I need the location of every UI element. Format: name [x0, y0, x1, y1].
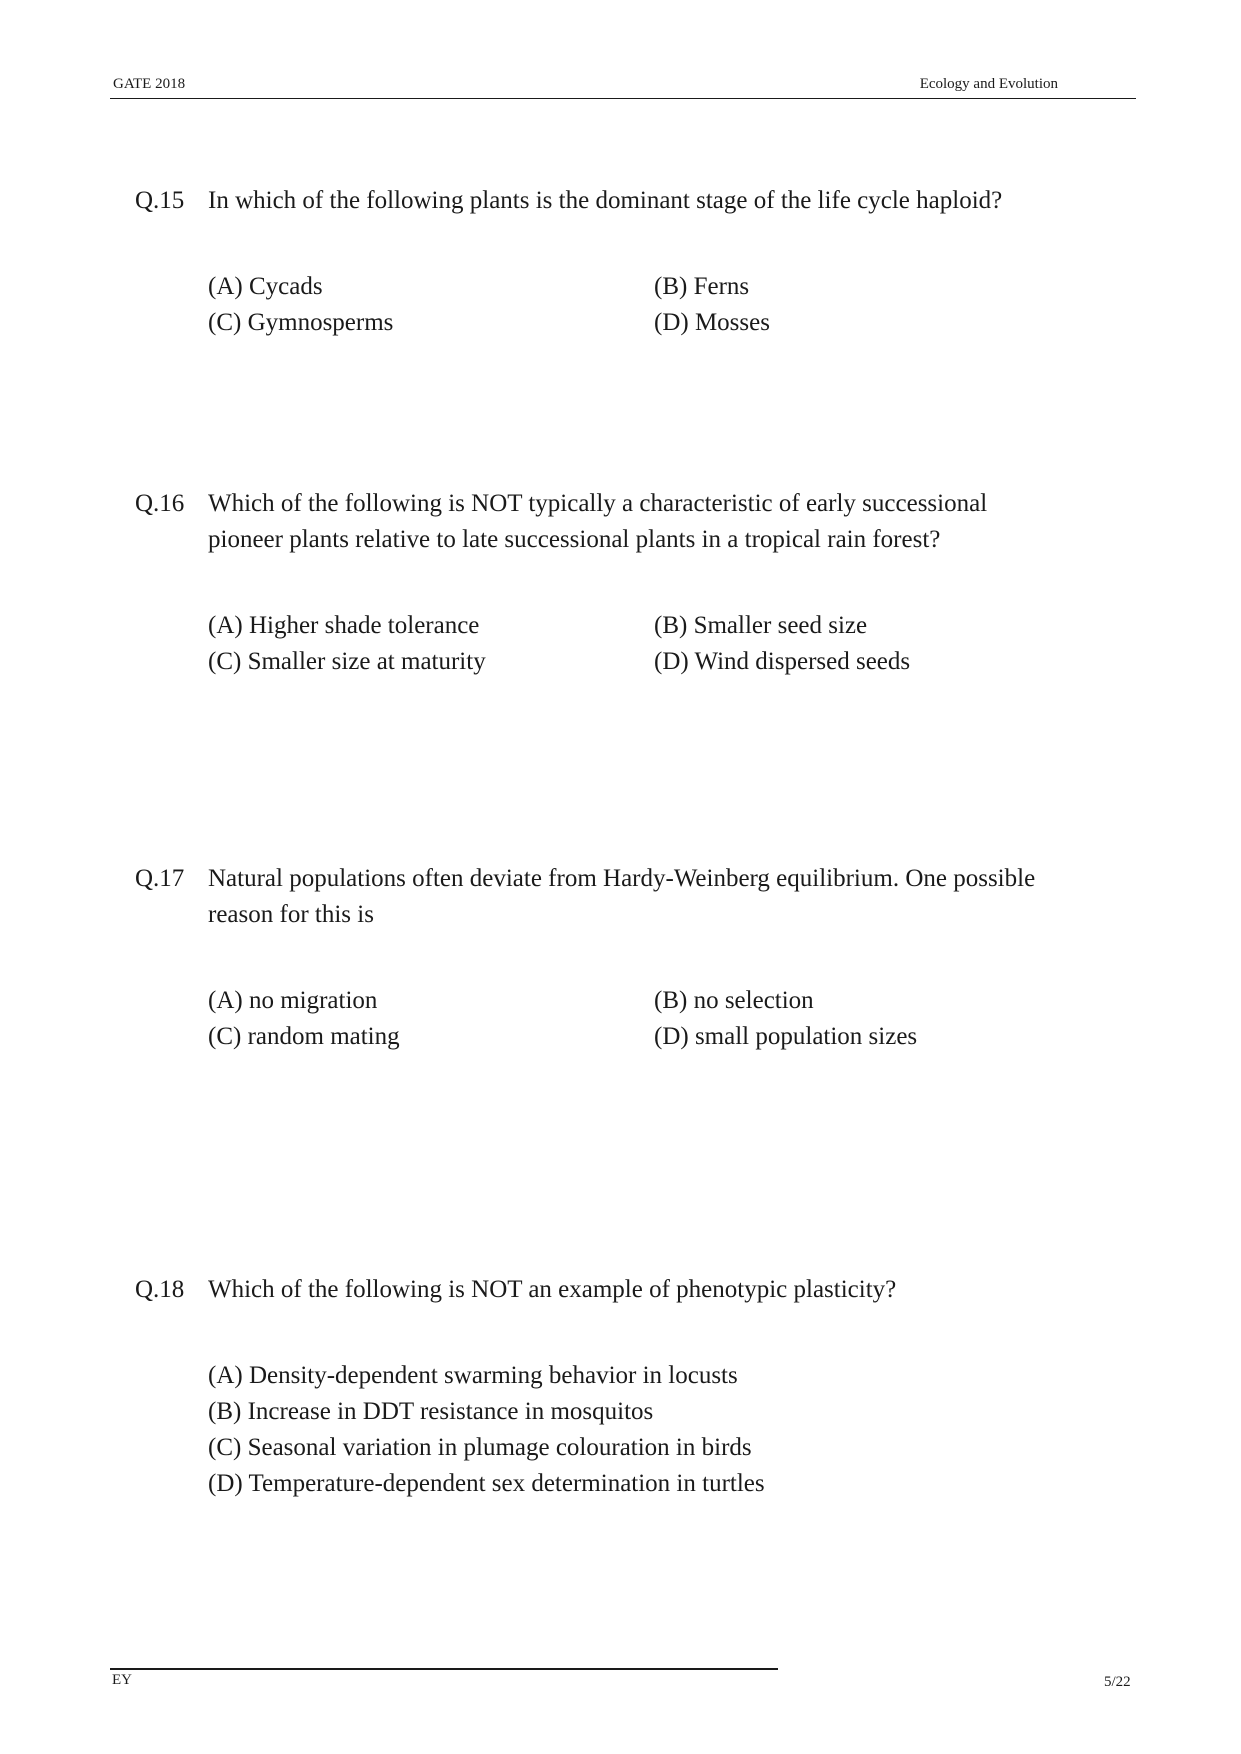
- paper-code: EY: [112, 1672, 132, 1688]
- question-number: Q.17: [135, 865, 185, 892]
- question-text: Natural populations often deviate from Hardy-Weinberg equilibrium. One possible reason for this is: [208, 865, 1036, 928]
- option-d: (D) small population sizes: [654, 1023, 918, 1050]
- footer-divider: [110, 1668, 778, 1670]
- option-a: (A) Cycads: [208, 273, 323, 300]
- option-b: (B) Increase in DDT resistance in mosquitos: [208, 1398, 654, 1425]
- option-c: (C) Seasonal variation in plumage colouration in birds: [208, 1434, 752, 1461]
- option-d: (D) Mosses: [654, 309, 770, 336]
- page-header: [110, 74, 1136, 99]
- question-text: In which of the following plants is the dominant stage of the life cycle haploid?: [208, 187, 1003, 214]
- option-d: (D) Temperature-dependent sex determination in turtles: [208, 1470, 765, 1497]
- question-text: Which of the following is NOT an example of phenotypic plasticity?: [208, 1276, 897, 1303]
- option-c: (C) Gymnosperms: [208, 309, 394, 336]
- option-a: (A) Higher shade tolerance: [208, 612, 480, 639]
- question-number: Q.18: [135, 1276, 185, 1303]
- question-text: Which of the following is NOT typically a characteristic of early successional pioneer plants relative to late successional plants in a tropical rain forest?: [208, 490, 988, 553]
- option-a: (A) Density-dependent swarming behavior in locusts: [208, 1362, 738, 1389]
- question-number: Q.16: [135, 490, 185, 517]
- option-b: (B) Smaller seed size: [654, 612, 868, 639]
- exam-title: GATE 2018: [113, 76, 186, 92]
- option-c: (C) Smaller size at maturity: [208, 648, 486, 675]
- subject-title: Ecology and Evolution: [919, 76, 1058, 92]
- page-number: 5/22: [1104, 1674, 1131, 1690]
- option-d: (D) Wind dispersed seeds: [654, 648, 911, 675]
- option-b: (B) no selection: [654, 987, 814, 1014]
- option-c: (C) random mating: [208, 1023, 400, 1050]
- question-number: Q.15: [135, 187, 185, 214]
- option-b: (B) Ferns: [654, 273, 750, 300]
- option-a: (A) no migration: [208, 987, 378, 1014]
